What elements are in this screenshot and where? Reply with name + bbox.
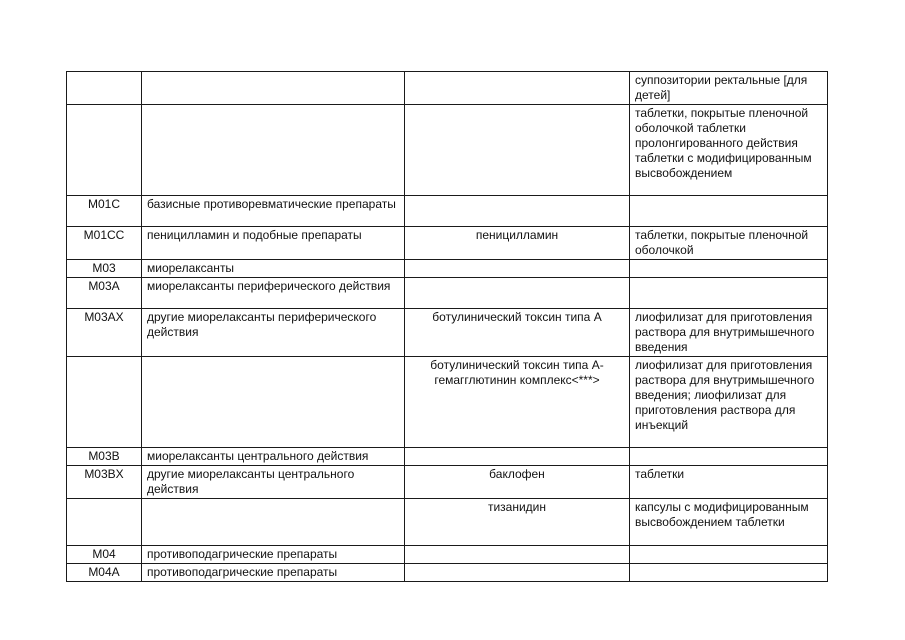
- drug-name-cell: тизанидин: [405, 499, 630, 546]
- dosage-form-cell: [630, 564, 828, 582]
- drug-name-cell: [405, 260, 630, 278]
- atc-code-cell: M03B: [67, 448, 142, 466]
- table-row: [67, 499, 828, 546]
- group-name-cell: другие миорелаксанты периферического действия: [142, 309, 405, 357]
- group-name-cell: базисные противоревматические препараты: [142, 196, 405, 227]
- group-name-cell: другие миорелаксанты центрального действия: [142, 466, 405, 499]
- atc-code-cell: M03: [67, 260, 142, 278]
- atc-code-cell: [67, 72, 142, 105]
- table-row: [67, 357, 828, 448]
- table-row: [67, 196, 828, 227]
- group-name-cell: миорелаксанты: [142, 260, 405, 278]
- drug-name-cell: [405, 546, 630, 564]
- group-name-cell: [142, 357, 405, 448]
- table-row: [67, 72, 828, 105]
- table-row: [67, 278, 828, 309]
- group-name-cell: [142, 105, 405, 196]
- group-name-cell: [142, 499, 405, 546]
- drug-name-cell: ботулинический токсин типа А: [405, 309, 630, 357]
- atc-code-cell: M03AX: [67, 309, 142, 357]
- atc-code-cell: M03A: [67, 278, 142, 309]
- atc-code-cell: [67, 499, 142, 546]
- drug-name-cell: [405, 448, 630, 466]
- drug-name-cell: [405, 278, 630, 309]
- table-row: [67, 309, 828, 357]
- drug-name-cell: ботулинический токсин типа А-гемагглютинин комплекс<***>: [405, 357, 630, 448]
- table-row: [67, 260, 828, 278]
- group-name-cell: противоподагрические препараты: [142, 546, 405, 564]
- group-name-cell: пеницилламин и подобные препараты: [142, 227, 405, 260]
- group-name-cell: миорелаксанты центрального действия: [142, 448, 405, 466]
- dosage-form-cell: таблетки, покрытые пленочной оболочкой таблетки пролонгированного действия таблетки с модифицированным высвобождением: [630, 105, 828, 196]
- table-row: [67, 546, 828, 564]
- drug-name-cell: [405, 105, 630, 196]
- atc-code-cell: M01CC: [67, 227, 142, 260]
- atc-code-cell: M03BX: [67, 466, 142, 499]
- atc-code-cell: [67, 105, 142, 196]
- dosage-form-cell: лиофилизат для приготовления раствора для внутримышечного введения; лиофилизат для приготовления раствора для инъекций: [630, 357, 828, 448]
- drug-name-cell: [405, 196, 630, 227]
- drug-classification-table: [66, 71, 828, 582]
- dosage-form-cell: таблетки, покрытые пленочной оболочкой: [630, 227, 828, 260]
- drug-name-cell: пеницилламин: [405, 227, 630, 260]
- table-row: [67, 564, 828, 582]
- drug-name-cell: баклофен: [405, 466, 630, 499]
- group-name-cell: [142, 72, 405, 105]
- dosage-form-cell: [630, 260, 828, 278]
- drug-name-cell: [405, 72, 630, 105]
- drug-name-cell: [405, 564, 630, 582]
- atc-code-cell: M04: [67, 546, 142, 564]
- dosage-form-cell: [630, 278, 828, 309]
- dosage-form-cell: суппозитории ректальные [для детей]: [630, 72, 828, 105]
- group-name-cell: противоподагрические препараты: [142, 564, 405, 582]
- dosage-form-cell: [630, 448, 828, 466]
- dosage-form-cell: лиофилизат для приготовления раствора для внутримышечного введения: [630, 309, 828, 357]
- table-row: [67, 227, 828, 260]
- atc-code-cell: [67, 357, 142, 448]
- table-row: [67, 105, 828, 196]
- table-row: [67, 466, 828, 499]
- dosage-form-cell: таблетки: [630, 466, 828, 499]
- atc-code-cell: M04A: [67, 564, 142, 582]
- dosage-form-cell: капсулы с модифицированным высвобождением таблетки: [630, 499, 828, 546]
- group-name-cell: миорелаксанты периферического действия: [142, 278, 405, 309]
- table-row: [67, 448, 828, 466]
- dosage-form-cell: [630, 196, 828, 227]
- atc-code-cell: M01C: [67, 196, 142, 227]
- dosage-form-cell: [630, 546, 828, 564]
